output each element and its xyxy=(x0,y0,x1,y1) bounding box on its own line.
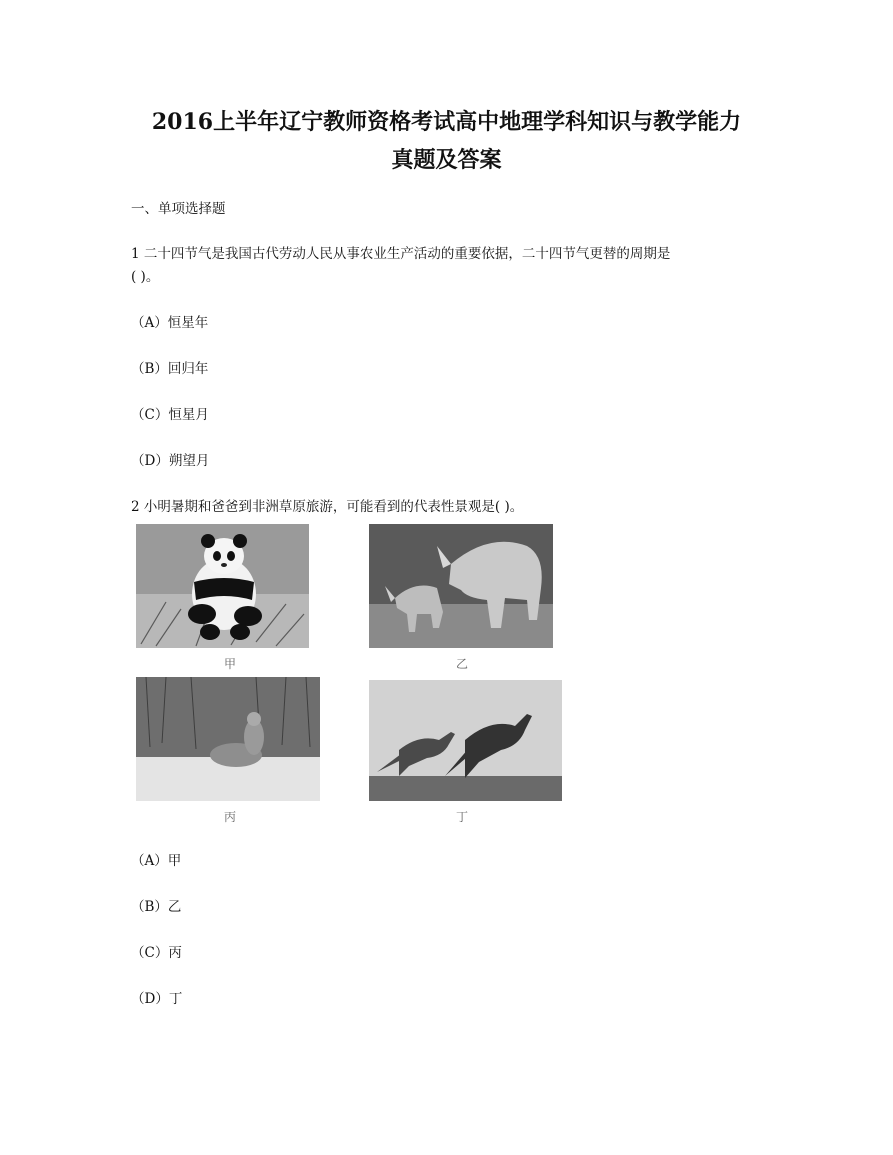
q1-option-c: （C）恒星月 xyxy=(131,407,209,423)
q2-option-b: （B）乙 xyxy=(131,899,182,915)
q1-stem-line-1: 1 二十四节气是我国古代劳动人民从事农业生产活动的重要依据，二十四节气更替的周期是 xyxy=(131,246,671,262)
section-heading: 一、单项选择题 xyxy=(131,201,226,217)
title-line-2: 真题及答案 xyxy=(391,147,502,173)
title-line-1: 2016上半年辽宁教师资格考试高中地理学科知识与教学能力 xyxy=(151,109,742,135)
panda-photo xyxy=(136,524,309,648)
caption-yi: 乙 xyxy=(455,657,468,671)
caption-jia: 甲 xyxy=(223,657,236,671)
q1-option-b: （B）回归年 xyxy=(131,361,209,377)
q1-stem-line-2: ( )。 xyxy=(131,269,160,285)
q1-option-a: （A）恒星年 xyxy=(131,315,209,331)
q2-option-c: （C）丙 xyxy=(131,945,182,961)
q2-option-d: （D）丁 xyxy=(131,991,183,1007)
kangaroo-photo xyxy=(369,680,562,801)
caption-ding: 丁 xyxy=(455,810,468,824)
caption-bing: 丙 xyxy=(223,810,236,824)
q2-stem: 2 小明暑期和爸爸到非洲草原旅游，可能看到的代表性景观是( )。 xyxy=(131,499,524,515)
rhino-photo xyxy=(369,524,553,648)
marmot-photo xyxy=(136,677,320,801)
q1-option-d: （D）朔望月 xyxy=(131,453,210,469)
q2-option-a: （A）甲 xyxy=(131,853,182,869)
